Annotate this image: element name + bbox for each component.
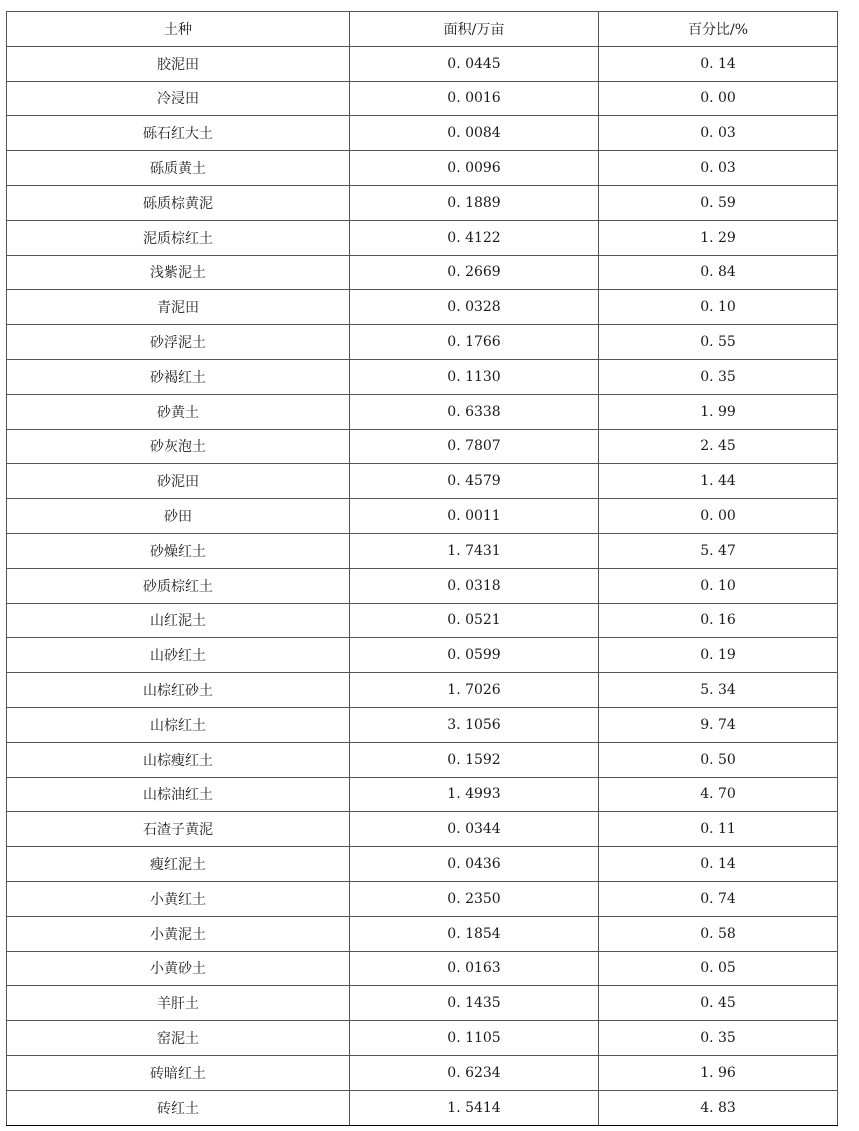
- soil-type-cell: 山砂红土: [7, 638, 350, 673]
- percentage-cell: 0. 74: [599, 881, 838, 916]
- percentage-cell: 5. 34: [599, 673, 838, 708]
- soil-type-cell: 瘦红泥土: [7, 847, 350, 882]
- area-cell: 0. 7807: [350, 429, 599, 464]
- table-row: [7, 951, 838, 986]
- percentage-cell: 0. 14: [599, 847, 838, 882]
- header-area: 面积/万亩: [350, 12, 599, 47]
- table-row: [7, 742, 838, 777]
- soil-type-cell: 砂灰泡土: [7, 429, 350, 464]
- area-cell: 0. 1105: [350, 1021, 599, 1056]
- soil-type-cell: 砖红土: [7, 1090, 350, 1125]
- percentage-cell: 0. 03: [599, 116, 838, 151]
- soil-type-cell: 砾质黄土: [7, 151, 350, 186]
- soil-type-cell: 浅紫泥土: [7, 255, 350, 290]
- soil-type-cell: 青泥田: [7, 290, 350, 325]
- percentage-cell: 0. 58: [599, 916, 838, 951]
- table-row: [7, 151, 838, 186]
- percentage-cell: 0. 59: [599, 185, 838, 220]
- area-cell: 0. 0599: [350, 638, 599, 673]
- table-header: [7, 12, 838, 47]
- soil-type-cell: 砂质棕红土: [7, 568, 350, 603]
- soil-type-cell: 冷浸田: [7, 81, 350, 116]
- area-cell: 1. 4993: [350, 777, 599, 812]
- area-cell: 0. 0096: [350, 151, 599, 186]
- table-row: [7, 185, 838, 220]
- soil-type-cell: 山棕红砂土: [7, 673, 350, 708]
- percentage-cell: 1. 99: [599, 394, 838, 429]
- soil-type-cell: 砾石红大土: [7, 116, 350, 151]
- percentage-cell: 4. 70: [599, 777, 838, 812]
- soil-type-cell: 砾质棕黄泥: [7, 185, 350, 220]
- soil-type-cell: 砂浮泥土: [7, 325, 350, 360]
- area-cell: 0. 0163: [350, 951, 599, 986]
- soil-type-table: [6, 11, 838, 1126]
- percentage-cell: 1. 44: [599, 464, 838, 499]
- soil-type-cell: 山棕瘦红土: [7, 742, 350, 777]
- table-row: [7, 812, 838, 847]
- table-row: [7, 638, 838, 673]
- area-cell: 1. 7026: [350, 673, 599, 708]
- table-row: [7, 394, 838, 429]
- area-cell: 0. 1130: [350, 359, 599, 394]
- percentage-cell: 0. 14: [599, 46, 838, 81]
- soil-type-cell: 砂褐红土: [7, 359, 350, 394]
- header-soil-type: 土种: [7, 12, 350, 47]
- area-cell: 0. 0344: [350, 812, 599, 847]
- percentage-cell: 0. 10: [599, 290, 838, 325]
- percentage-cell: 0. 00: [599, 499, 838, 534]
- table-row: [7, 220, 838, 255]
- table-row: [7, 46, 838, 81]
- table-row: [7, 1055, 838, 1090]
- soil-type-cell: 砂田: [7, 499, 350, 534]
- percentage-cell: 0. 35: [599, 1021, 838, 1056]
- area-cell: 0. 0521: [350, 603, 599, 638]
- table-row: [7, 290, 838, 325]
- table-row: [7, 847, 838, 882]
- soil-type-cell: 小黄泥土: [7, 916, 350, 951]
- area-cell: 0. 2350: [350, 881, 599, 916]
- soil-type-cell: 羊肝土: [7, 986, 350, 1021]
- table-body: [7, 46, 838, 1125]
- percentage-cell: 0. 45: [599, 986, 838, 1021]
- soil-type-cell: 小黄红土: [7, 881, 350, 916]
- table-row: [7, 325, 838, 360]
- percentage-cell: 1. 96: [599, 1055, 838, 1090]
- table-row: [7, 116, 838, 151]
- area-cell: 0. 0318: [350, 568, 599, 603]
- area-cell: 0. 1592: [350, 742, 599, 777]
- area-cell: 0. 0016: [350, 81, 599, 116]
- table-row: [7, 81, 838, 116]
- area-cell: 0. 0084: [350, 116, 599, 151]
- table-row: [7, 359, 838, 394]
- percentage-cell: 1. 29: [599, 220, 838, 255]
- area-cell: 0. 0328: [350, 290, 599, 325]
- soil-type-cell: 山棕红土: [7, 707, 350, 742]
- area-cell: 0. 1766: [350, 325, 599, 360]
- soil-type-cell: 砂泥田: [7, 464, 350, 499]
- table-row: [7, 568, 838, 603]
- header-percentage: 百分比/%: [599, 12, 838, 47]
- percentage-cell: 5. 47: [599, 533, 838, 568]
- area-cell: 0. 0011: [350, 499, 599, 534]
- soil-type-cell: 窑泥土: [7, 1021, 350, 1056]
- percentage-cell: 9. 74: [599, 707, 838, 742]
- table-row: [7, 255, 838, 290]
- soil-type-cell: 砂黄土: [7, 394, 350, 429]
- table-row: [7, 916, 838, 951]
- table-row: [7, 673, 838, 708]
- soil-type-cell: 小黄砂土: [7, 951, 350, 986]
- area-cell: 0. 1854: [350, 916, 599, 951]
- percentage-cell: 0. 35: [599, 359, 838, 394]
- percentage-cell: 4. 83: [599, 1090, 838, 1125]
- area-cell: 3. 1056: [350, 707, 599, 742]
- table-row: [7, 499, 838, 534]
- soil-type-cell: 砂燥红土: [7, 533, 350, 568]
- soil-type-cell: 山红泥土: [7, 603, 350, 638]
- percentage-cell: 0. 84: [599, 255, 838, 290]
- area-cell: 0. 4579: [350, 464, 599, 499]
- soil-type-table-container: [6, 11, 837, 1126]
- percentage-cell: 0. 00: [599, 81, 838, 116]
- area-cell: 0. 2669: [350, 255, 599, 290]
- percentage-cell: 0. 16: [599, 603, 838, 638]
- table-row: [7, 533, 838, 568]
- percentage-cell: 0. 05: [599, 951, 838, 986]
- area-cell: 0. 6338: [350, 394, 599, 429]
- percentage-cell: 2. 45: [599, 429, 838, 464]
- soil-type-cell: 砖暗红土: [7, 1055, 350, 1090]
- table-row: [7, 603, 838, 638]
- table-row: [7, 777, 838, 812]
- area-cell: 0. 1889: [350, 185, 599, 220]
- percentage-cell: 0. 55: [599, 325, 838, 360]
- table-row: [7, 881, 838, 916]
- table-row: [7, 1090, 838, 1125]
- percentage-cell: 0. 03: [599, 151, 838, 186]
- soil-type-cell: 胶泥田: [7, 46, 350, 81]
- soil-type-cell: 石渣子黄泥: [7, 812, 350, 847]
- percentage-cell: 0. 50: [599, 742, 838, 777]
- area-cell: 1. 7431: [350, 533, 599, 568]
- table-row: [7, 707, 838, 742]
- table-row: [7, 429, 838, 464]
- percentage-cell: 0. 19: [599, 638, 838, 673]
- table-row: [7, 986, 838, 1021]
- area-cell: 0. 4122: [350, 220, 599, 255]
- area-cell: 0. 0445: [350, 46, 599, 81]
- header-row: [7, 12, 838, 47]
- area-cell: 0. 6234: [350, 1055, 599, 1090]
- area-cell: 0. 0436: [350, 847, 599, 882]
- table-row: [7, 1021, 838, 1056]
- area-cell: 0. 1435: [350, 986, 599, 1021]
- percentage-cell: 0. 11: [599, 812, 838, 847]
- soil-type-cell: 山棕油红土: [7, 777, 350, 812]
- soil-type-cell: 泥质棕红土: [7, 220, 350, 255]
- area-cell: 1. 5414: [350, 1090, 599, 1125]
- table-row: [7, 464, 838, 499]
- percentage-cell: 0. 10: [599, 568, 838, 603]
